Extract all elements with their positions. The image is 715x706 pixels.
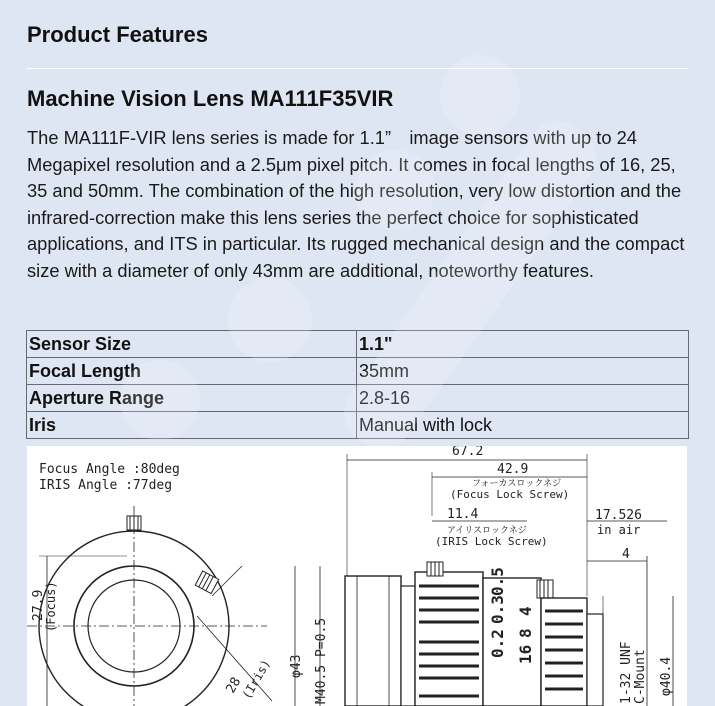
iris-scale-mark: 4	[516, 606, 535, 616]
back-focus-dim: 17.526	[595, 508, 642, 523]
focus-lock-jp-label: フォーカスロックネジ	[472, 479, 562, 489]
lens-technical-drawing	[27, 446, 687, 706]
flange-dim: 4	[622, 547, 630, 562]
filter-thread-dim: M40.5 P=0.5	[314, 617, 329, 704]
focus-paren-label: (Focus)	[44, 581, 58, 632]
mount-thread-dim: 1-32 UNF	[619, 641, 634, 704]
focus-scale-mark: 0.2	[488, 629, 507, 658]
spec-row	[27, 412, 689, 439]
iris-scale-mark: 8	[516, 628, 535, 638]
focus-scale-mark: 0.5	[488, 567, 507, 596]
section-header	[0, 0, 715, 70]
spec-table	[26, 330, 689, 439]
lens-side-view	[289, 446, 674, 706]
product-description: The MA111F-VIR lens series is made for 1.1” image sensors with up to 24 Megapixel resolution and a 2.5μm pixel pitch. It comes in focal lengths of 16, 25, 35 and 50mm. The combination of the high resolution, very low distortion and the infrared-correction make this lens series the perfect choice for sophisticated applications, and ITS in particular. Its rugged mechanical design and the compact size with a diameter of only 43mm are additional, noteworthy features.	[27, 127, 685, 281]
spec-value: 1.1"	[357, 331, 689, 358]
focus-angle-label: Focus Angle :80deg	[39, 462, 180, 477]
focus-lock-en-label: (Focus Lock Screw)	[450, 488, 570, 501]
lens-front-view	[27, 506, 273, 706]
product-title: Machine Vision Lens MA111F35VIR	[27, 86, 394, 111]
overall-length-dim: 67.2	[452, 446, 484, 459]
focus-lock-dim: 42.9	[497, 462, 529, 477]
spec-row	[27, 331, 689, 358]
spec-key: Focal Length	[27, 358, 357, 385]
mount-name-label: C-Mount	[633, 649, 648, 704]
iris-paren-label: (Iris)	[239, 656, 274, 702]
in-air-label: in air	[597, 523, 641, 537]
spec-value: 35mm	[357, 358, 689, 385]
spec-key: Iris	[27, 412, 357, 439]
section-title: Product Features	[27, 22, 208, 47]
section-divider	[27, 68, 688, 69]
diameter-43-dim: φ43	[289, 654, 304, 678]
focus-travel-dim: 27.9	[31, 589, 46, 621]
spec-key: Aperture Range	[27, 385, 357, 412]
spec-row	[27, 385, 689, 412]
spec-value: 2.8-16	[357, 385, 689, 412]
spec-value: Manual with lock	[357, 412, 689, 439]
spec-key: Sensor Size	[27, 331, 357, 358]
focus-scale-mark: 0.3	[488, 595, 507, 624]
iris-lock-en-label: (IRIS Lock Screw)	[435, 535, 548, 548]
diameter-40-4-dim: φ40.4	[659, 656, 674, 696]
iris-lock-dim: 11.4	[447, 507, 479, 522]
iris-angle-label: IRIS Angle :77deg	[39, 478, 173, 493]
iris-scale-mark: 16	[516, 644, 535, 664]
iris-angle-dim: 28	[223, 674, 245, 696]
spec-row	[27, 358, 689, 385]
iris-lock-jp-label: アイリスロックネジ	[447, 526, 527, 536]
